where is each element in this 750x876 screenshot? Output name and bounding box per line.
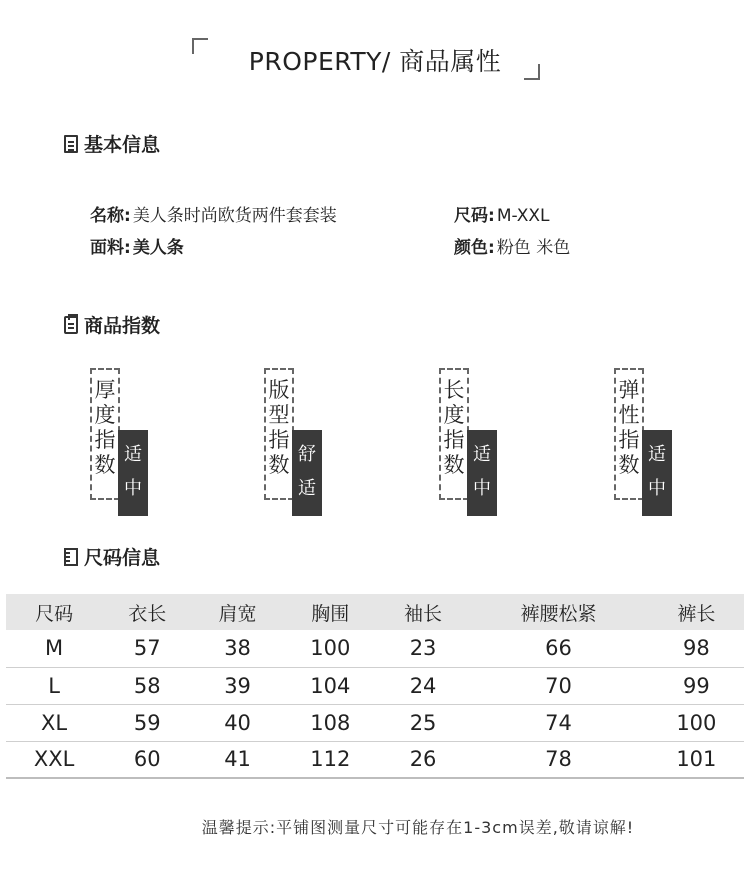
- info-name: [90, 201, 337, 226]
- document-icon: [64, 135, 78, 153]
- column-header: 衣长: [102, 594, 192, 630]
- index-label: 版 型 指 数: [268, 378, 290, 477]
- table-cell: 38: [192, 630, 282, 667]
- index-card-fit: [264, 368, 346, 518]
- table-cell: L: [6, 667, 102, 704]
- product-index-heading: [64, 311, 160, 338]
- corner-bracket-bottom-right: [524, 64, 540, 80]
- index-card-elasticity: [614, 368, 696, 518]
- clipboard-icon: [64, 316, 78, 334]
- index-value-tag: 适 中: [642, 430, 672, 516]
- table-cell: 112: [283, 741, 378, 778]
- table-cell: 78: [468, 741, 649, 778]
- info-name-label: 名称:: [90, 206, 131, 226]
- table-cell: 99: [649, 667, 744, 704]
- table-cell: 26: [378, 741, 468, 778]
- table-cell: 23: [378, 630, 468, 667]
- info-size-value: M-XXL: [496, 206, 550, 226]
- table-cell: 59: [102, 704, 192, 741]
- info-fabric: [90, 233, 184, 258]
- column-header: 尺码: [6, 594, 102, 630]
- table-cell: 100: [283, 630, 378, 667]
- table-cell: XL: [6, 704, 102, 741]
- table-row: [6, 630, 744, 667]
- table-cell: 104: [283, 667, 378, 704]
- index-card-length: [439, 368, 521, 518]
- table-cell: 40: [192, 704, 282, 741]
- column-header: 裤腰松紧: [468, 594, 649, 630]
- table-cell: 60: [102, 741, 192, 778]
- table-cell: 24: [378, 667, 468, 704]
- index-value-tag: 适 中: [467, 430, 497, 516]
- table-cell: 39: [192, 667, 282, 704]
- info-fabric-label: 面料:: [90, 238, 131, 258]
- info-color: [454, 233, 570, 258]
- basic-info-heading: [64, 130, 160, 157]
- table-row: [6, 741, 744, 778]
- column-header: 肩宽: [192, 594, 282, 630]
- column-header: 袖长: [378, 594, 468, 630]
- info-fabric-value: 美人条: [132, 238, 184, 258]
- basic-info-heading-text: 基本信息: [84, 134, 161, 156]
- column-header: 胸围: [283, 594, 378, 630]
- ruler-icon: [64, 548, 78, 566]
- table-cell: M: [6, 630, 102, 667]
- index-value-tag: 适 中: [118, 430, 148, 516]
- info-size-label: 尺码:: [454, 206, 495, 226]
- table-cell: 74: [468, 704, 649, 741]
- info-name-value: 美人条时尚欧货两件套套装: [132, 206, 337, 226]
- page-title: PROPERTY/ 商品属性: [248, 47, 502, 76]
- index-label: 厚 度 指 数: [94, 378, 116, 477]
- index-value-tag: 舒 适: [292, 430, 322, 516]
- info-color-label: 颜色:: [454, 238, 495, 258]
- size-info-heading: [64, 543, 160, 570]
- table-cell: 70: [468, 667, 649, 704]
- column-header: 裤长: [649, 594, 744, 630]
- index-card-thickness: [90, 368, 172, 518]
- info-size: [454, 201, 550, 226]
- table-cell: 108: [283, 704, 378, 741]
- size-info-heading-text: 尺码信息: [84, 547, 161, 569]
- index-label: 长 度 指 数: [443, 378, 465, 477]
- table-cell: 25: [378, 704, 468, 741]
- page-header: [0, 0, 750, 100]
- table-cell: XXL: [6, 741, 102, 778]
- product-index-heading-text: 商品指数: [84, 315, 161, 337]
- table-row: [6, 667, 744, 704]
- table-row: [6, 704, 744, 741]
- table-cell: 66: [468, 630, 649, 667]
- size-table: [6, 594, 744, 779]
- table-header-row: [6, 594, 744, 630]
- table-cell: 98: [649, 630, 744, 667]
- table-cell: 41: [192, 741, 282, 778]
- measurement-note: 温馨提示:平铺图测量尺寸可能存在1-3cm误差,敬请谅解!: [201, 818, 635, 837]
- table-cell: 100: [649, 704, 744, 741]
- table-cell: 58: [102, 667, 192, 704]
- info-color-value: 粉色 米色: [496, 238, 571, 258]
- table-cell: 57: [102, 630, 192, 667]
- table-cell: 101: [649, 741, 744, 778]
- index-label: 弹 性 指 数: [618, 378, 640, 477]
